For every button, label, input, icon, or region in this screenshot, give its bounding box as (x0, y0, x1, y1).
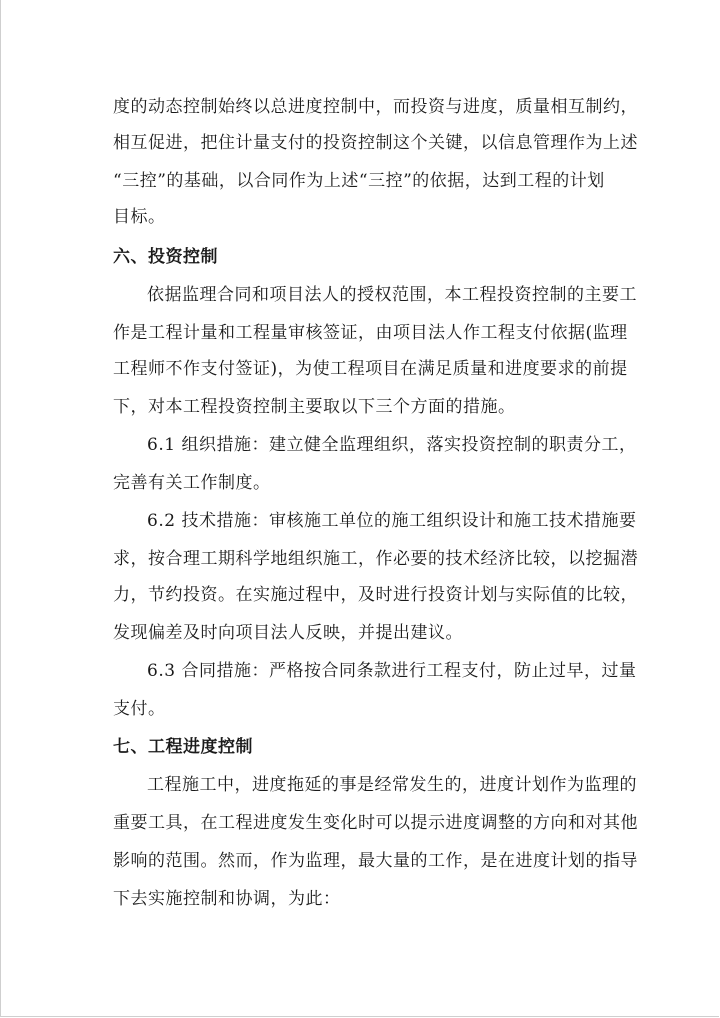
paragraph-line: 6.1 组织措施：建立健全监理组织，落实投资控制的职责分工， (147, 435, 637, 455)
paragraph-line: 依据监理合同和项目法人的授权范围，本工程投资控制的主要工 (147, 285, 637, 305)
paragraph-line: 工程师不作支付签证)，为使工程项目在满足质量和进度要求的前提 (113, 359, 628, 379)
paragraph-line: 作是工程计量和工程量审核签证，由项目法人作工程支付依据(监理 (113, 323, 628, 343)
section-heading-schedule-control: 七、工程进度控制 (113, 737, 253, 757)
paragraph-line: 求，按合理工期科学地组织施工，作必要的技术经济比较，以挖掘潜 (113, 549, 638, 569)
paragraph-line: 下，对本工程投资控制主要取以下三个方面的措施。 (113, 397, 516, 417)
paragraph-line: 力，节约投资。在实施过程中，及时进行投资计划与实际值的比较， (113, 585, 638, 605)
paragraph-line: 支付。 (113, 699, 166, 719)
section-heading-investment-control: 六、投资控制 (113, 247, 218, 267)
paragraph-line: 完善有关工作制度。 (113, 473, 271, 493)
paragraph-line: “三控”的基础，以合同作为上述“三控”的依据，达到工程的计划 (113, 171, 605, 191)
paragraph-line: 工程施工中，进度拖延的事是经常发生的，进度计划作为监理的 (147, 775, 637, 795)
paragraph-line: 度的动态控制始终以总进度控制中，而投资与进度，质量相互制约， (113, 97, 638, 117)
paragraph-line: 相互促进，把住计量支付的投资控制这个关键，以信息管理作为上述 (113, 133, 638, 153)
paragraph-line: 6.3 合同措施：严格按合同条款进行工程支付，防止过早，过量 (147, 661, 637, 681)
paragraph-line: 影响的范围。然而，作为监理，最大量的工作，是在进度计划的指导 (113, 851, 638, 871)
paragraph-line: 6.2 技术措施：审核施工单位的施工组织设计和施工技术措施要 (147, 511, 637, 531)
paragraph-line: 下去实施控制和协调，为此： (113, 889, 341, 909)
paragraph-line: 重要工具，在工程进度发生变化时可以提示进度调整的方向和对其他 (113, 813, 638, 833)
paragraph-line: 目标。 (113, 207, 166, 227)
paragraph-line: 发现偏差及时向项目法人反映，并提出建议。 (113, 623, 463, 643)
